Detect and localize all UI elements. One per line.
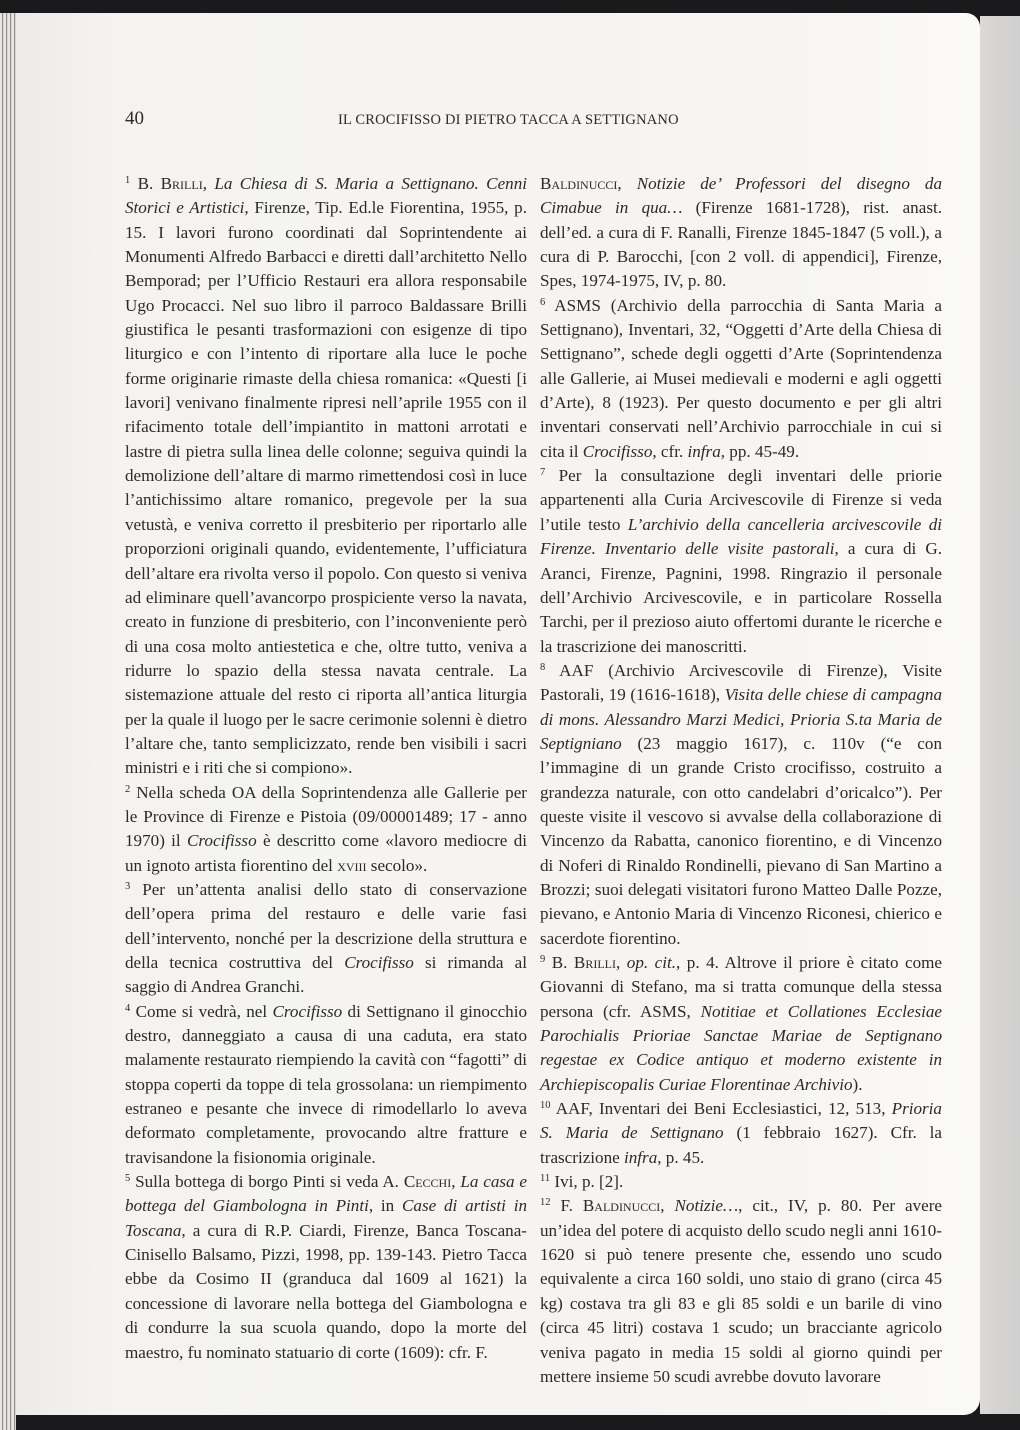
footnote-number: 1 xyxy=(125,175,131,186)
note-text: , p. 4. Altrove il priore è citato come Giovanni di Stefano, ma si tratta comunque della stessa persona (cfr. ASMS, xyxy=(540,953,943,1021)
italic-text: Crocifisso xyxy=(582,441,653,461)
note-text: (23 maggio 1617), c. 110v (“e con l’immagine di un grande Cristo crocifisso, costruito a grandezza naturale, con otto candelabri d’oricalco”). Per queste visite il vescovo si avvalse della collaborazione di Vincenzo da Rabatta, canonico fiorentino, e di Vincenzo di Noferi di Rinaldo Rondinelli, pievano di San Martino a Brozzi; suoi delegati visitatori furono Matteo Dalle Pozze, pievano, e Antonio Maria di Vincenzo Riconesi, chierico e sacerdote fiorentino. xyxy=(540,733,942,948)
note-text: di Settignano il ginocchio destro, danneggiato a causa di una caduta, era stato malamente restaurato riempiendo la cavità con “fagotti” di stoppa coperti da toppe di tela grossolana: un riempimento estraneo e pesante che invece di rimodellarlo lo aveva deformato completamente, provocando altre fratture e travisandone la fisionomia originale. xyxy=(125,1001,527,1167)
note-text: Per un’attenta analisi dello stato di conservazione dell’opera prima del restauro e delle varie fasi dell’intervento, nonché per la descrizione della struttura e della tecnica costruttiva del xyxy=(125,879,527,972)
italic-text: infra xyxy=(687,441,721,461)
italic-text: infra xyxy=(624,1147,658,1167)
italic-text: Notizie… xyxy=(674,1196,739,1216)
note-text: ASMS (Archivio della parrocchia di Santa Maria a Settignano), Inventari, 32, “Oggetti d’Arte della Chiesa di Settignano”, schede degli oggetti d’Arte (Soprintendenza alle Gallerie, ai Musei medievali e moderni e agli oggetti d’Arte), 8 (1923). Per questo documento e per gli altri inventari conservati nell’Archivio parrocchiale in cui si cita il xyxy=(540,295,942,461)
footnote-10 xyxy=(540,1097,942,1170)
footnote-number: 4 xyxy=(125,1002,131,1014)
note-text: Per la consultazione degli inventari delle priorie appartenenti alla Curia Arcivescovile di Firenze si veda l’utile testo xyxy=(540,466,942,534)
note-text: ). xyxy=(852,1074,863,1094)
footnote-2 xyxy=(125,781,527,878)
note-text: , xyxy=(617,174,637,193)
italic-text: Crocifisso xyxy=(272,1001,343,1021)
footnote-7 xyxy=(540,464,942,659)
note-text: Come si vedrà, nel xyxy=(135,1001,273,1021)
footnote-12 xyxy=(540,1194,942,1389)
note-text: , cfr. xyxy=(652,441,688,461)
note-text: B. xyxy=(137,174,161,193)
italic-text: Crocifisso xyxy=(186,831,257,851)
note-text: , xyxy=(615,953,627,972)
note-text: AAF (Archivio Arcivescovile di Firenze), Visite Pastorali, 19 (1616-1618), xyxy=(540,660,942,705)
note-text: Nella scheda OA della Soprintendenza alle Gallerie per le Province di Firenze e Pistoia (09/00001489; 17 - anno 1970) il xyxy=(125,782,527,851)
italic-text: Crocifisso xyxy=(344,953,414,972)
italic-text: Prioria S. Maria de Settignano xyxy=(540,1099,942,1143)
footnote-number: 11 xyxy=(540,1173,551,1185)
footnote-11 xyxy=(540,1170,942,1194)
footnote-number: 7 xyxy=(540,467,546,479)
note-text: , a cura di R.P. Ciardi, Firenze, Banca Toscana-Cinisello Balsamo, Pizzi, 1998, pp. 139-143. Pietro Tacca ebbe da Cosimo II (granduca dal 1609 al 1621) la concessione di lavorare nella bottega del Giambologna e di condurre la sua scuola quando, dopo la morte del maestro, fu nominato statuario di corte (1609): cfr. F. xyxy=(125,1220,527,1362)
note-text: Sulla bottega di borgo Pinti si veda A. xyxy=(135,1172,404,1192)
footnote-number: 6 xyxy=(540,296,546,308)
smallcaps-text: Cecchi xyxy=(403,1172,452,1192)
smallcaps-text: Brilli xyxy=(573,953,616,972)
note-text: è descritto come «lavoro mediocre di un ignoto artista fiorentino del xyxy=(125,831,527,875)
note-text: Ivi, p. [2]. xyxy=(554,1172,624,1192)
note-text: , xyxy=(202,174,215,193)
footnote-9 xyxy=(540,951,942,1097)
facing-page-edge xyxy=(980,16,1020,1414)
footnote-number: 3 xyxy=(125,880,131,892)
note-text: , xyxy=(451,1172,461,1192)
footnote-number: 5 xyxy=(125,1173,131,1185)
note-text: , cit., IV, p. 80. Per avere un’idea del potere di acquisto dello scudo negli anni 1610-1620 si può tenere presente che, essendo uno scudo equivalente a circa 160 soldi, uno staio di grano (circa 45 kg) costava tra gli 83 e gli 85 soldi e un barile di vino (circa 45 litri) costava 1 scudo; un bracciante agricolo veniva pagato in media 15 soldi al giorno quindi per mettere insieme 50 scudi avrebbe dovuto lavorare xyxy=(540,1196,942,1386)
footnote-6 xyxy=(540,294,942,464)
footnote-1 xyxy=(125,172,527,781)
italic-text: La casa e bottega del Giambologna in Pinti xyxy=(125,1172,528,1216)
note-text: (1 febbraio 1627). Cfr. la trascrizione xyxy=(540,1123,942,1167)
italic-text: Case di artisti in Toscana xyxy=(125,1196,528,1240)
footnote-continuation xyxy=(540,172,942,294)
smallcaps-text: xviii xyxy=(337,855,367,875)
running-title: IL CROCIFISSO DI PIETRO TACCA A SETTIGNANO xyxy=(338,112,679,128)
footnote-8 xyxy=(540,659,942,951)
note-text: (Firenze 1681-1728), rist. anast. dell’ed. a cura di F. Ranalli, Firenze 1845-1847 (5 voll.), a cura di P. Barocchi, [con 2 voll. di appendici], Firenze, Spes, 1974-1975, IV, p. 80. xyxy=(540,198,942,291)
italic-text: Notitiae et Collationes Ecclesiae Parochialis Prioriae Sanctae Mariae de Septignano regestae ex Codice antiquo et moderno existente in Archiepiscopalis Curiae Florentinae Archivio xyxy=(540,1001,942,1094)
footnote-number: 10 xyxy=(540,1100,551,1112)
note-text: , a cura di G. Aranci, Firenze, Pagnini, 1998. Ringrazio il personale dell’Archivio Arcivescovile, e in particolare Rossella Tarchi, per il prezioso aiuto offertomi durante le ricerche e la trascrizione dei manoscritti. xyxy=(540,539,942,656)
footnote-5 xyxy=(125,1170,527,1365)
footnote-number: 2 xyxy=(125,783,131,795)
note-text: , pp. 45-49. xyxy=(720,441,800,461)
note-text: secolo». xyxy=(366,855,428,875)
note-text: AAF, Inventari dei Beni Ecclesiastici, 12, 513, xyxy=(555,1099,892,1119)
footnote-number: 12 xyxy=(540,1197,551,1209)
footnote-number: 8 xyxy=(540,661,546,673)
note-text: , xyxy=(660,1196,675,1216)
italic-text: Notizie de’ Professori del disegno da Cimabue in qua… xyxy=(540,174,943,218)
italic-text: La Chiesa di S. Maria a Settignano. Cenni Storici e Artistici xyxy=(125,174,527,218)
italic-text: Visita delle chiese di campagna di mons. Alessandro Marzi Medici, Prioria S.ta Maria de Septigniano xyxy=(540,685,942,753)
footnote-number: 9 xyxy=(540,954,546,965)
footnote-3 xyxy=(125,878,527,1000)
note-text: si rimanda al saggio di Andrea Granchi. xyxy=(125,953,527,997)
footnote-4 xyxy=(125,1000,527,1170)
note-text: , Firenze, Tip. Ed.le Fiorentina, 1955, p. 15. I lavori furono coordinati dal Soprintendente ai Monumenti Alfredo Barbacci e diretti dall’architetto Nello Bemporad; per l’Ufficio Restauri era allora responsabile Ugo Procacci. Nel suo libro il parroco Baldassare Brilli giustifica le pesanti trasformazioni con esigenze di tipo liturgico e con l’intento di riportare alla luce le poche forme originarie rimaste della chiesa romanica: «Questi [i lavori] venivano finalmente ripresi nell’aprile 1955 con il rifacimento totale dell’impiantito in mattoni arrotati e lastre di pietra sulla linea delle colonne; seguiva quindi la demolizione dell’altare di marmo rimettendosi così in luce l’antichissimo altare romanico, pregevole per la sua vetustà, e veniva corretto il presbiterio per riportarlo alle proporzioni originali quando, evidentemente, l’ufficiatura dell’altare era rivolta verso il popolo. Con questo si veniva ad eliminare quell’avancorpo prospiciente verso la navata, creato in funzione di presbiterio, con l’inconveniente però di una cosa molto antiestetica e che, oltre tutto, veniva a ridurre lo spazio della stessa navata centrale. La sistemazione attuale del resto ci riporta all’antica liturgia per la quale il luogo per le sacre cerimonie solenni è dietro l’altare che, tanto semplicizzato, rende ben visibili i sacri ministri e i riti che si compiono». xyxy=(125,198,527,778)
italic-text: op. cit. xyxy=(626,953,676,972)
smallcaps-text: Baldinucci xyxy=(582,1196,661,1216)
footnotes-right-column xyxy=(540,172,942,1389)
note-text: B. xyxy=(551,953,574,972)
note-text: , p. 45. xyxy=(657,1147,705,1167)
italic-text: L’archivio della cancelleria arcivescovile di Firenze. Inventario delle visite pastorali xyxy=(540,514,943,559)
smallcaps-text: Baldinucci xyxy=(540,174,618,193)
page-stack-edge xyxy=(0,13,16,1430)
note-text: , in xyxy=(368,1196,403,1216)
footnotes-left-column xyxy=(125,172,527,1365)
page-number: 40 xyxy=(125,108,144,129)
note-text: F. xyxy=(560,1196,583,1216)
smallcaps-text: Brilli xyxy=(160,174,203,193)
running-head xyxy=(0,108,1020,138)
